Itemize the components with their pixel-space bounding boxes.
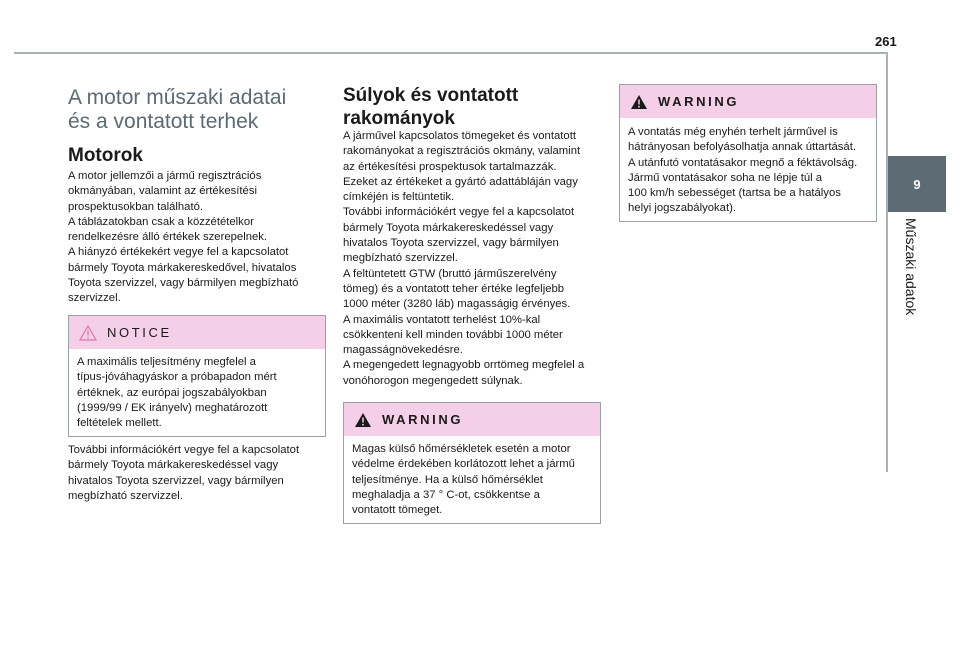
section-title-weights: Súlyok és vontatott rakományok: [343, 85, 519, 129]
section-title-engines: Motorok: [68, 145, 143, 166]
warning-box-weights: [343, 402, 601, 524]
notice-header: [69, 316, 325, 349]
warning-text-towing: A vontatás még enyhén terhelt járművel is hátrányosan befolyásolhatja annak úttartását. A utánfutó vontatásakor megnő a féktávolság. Jármű vontatásakor soha ne lépje túl a 100 km/h sebességet (tartsa be a hatályos helyi jogszabályokat).: [628, 126, 858, 215]
warning-triangle-icon: [630, 94, 648, 110]
warning-label-weights: WARNING: [382, 412, 464, 427]
chapter-tab[interactable]: 9: [888, 156, 946, 212]
engines-outro: További információkért vegye fel a kapcsolatot bármely Toyota márkakereskedéssel vagy hivatalos Toyota szervizzel, vagy bármilyen megbízható szervizzel.: [68, 444, 300, 502]
top-rule: [14, 52, 886, 54]
notice-text: A maximális teljesítmény megfelel a típus-jóváhagyáskor a próbapadon mért értéknek, az európai jogszabályokban (1999/99 / EK irányelv) meghatározott feltételek mellett.: [77, 356, 277, 430]
weights-body: A járművel kapcsolatos tömegeket és vontatott rakományokat a regisztrációs okmány, valamint az értékesítési prospektusok tartalmazzák. Ezeket az értékeket a gyártó adattábláján vagy címkéjén is feltüntetik. További információkért vegye fel a kapcsolatot bármely Toyota márkakereskedéssel vagy hivatalos Toyota szervizzel, vagy bármilyen megbízható szervizzel. A feltüntetett GTW (bruttó járműszerelvény tömeg) és a vontatott teher értéke legfeljebb 1000 méter (3280 láb) magasságig érvényes. A maximális vontatott terhelést 10%-kal csökkenteni kell minden további 1000 méter magasságnövekedésre. A megengedett legnagyobb orrtömeg megfelel a vonóhorogon megengedett súlynak.: [343, 130, 585, 387]
warning-header-weights: [344, 403, 600, 436]
notice-body: [69, 349, 325, 437]
warning-header-towing: [620, 85, 876, 118]
warning-body-weights: [344, 436, 600, 524]
warning-box-towing: [619, 84, 877, 222]
warning-body-towing: [620, 118, 876, 223]
warning-triangle-icon: [354, 412, 372, 428]
warning-triangle-icon: [79, 325, 97, 341]
page-number: 261: [875, 34, 897, 49]
notice-label: NOTICE: [107, 325, 172, 340]
main-title: A motor műszaki adatai és a vontatott terhek: [68, 86, 287, 133]
chapter-label: Műszaki adatok: [903, 218, 919, 316]
warning-text-weights: Magas külső hőmérsékletek esetén a motor védelme érdekében korlátozott lehet a jármű teljesítménye. Ha a külső hőmérséklet meghaladja a 37 ° C-ot, csökkentse a vontatott tömeget.: [352, 443, 575, 517]
notice-box: [68, 315, 326, 437]
side-rule: [886, 52, 888, 472]
engines-intro: A motor jellemzői a jármű regisztrációs okmányában, valamint az értékesítési prospektusokban található. A táblázatokban csak a közzétételkor rendelkezésre álló értékek szerepelnek. A hiányzó értékekért vegye fel a kapcsolatot bármely Toyota márkakereskedővel, hivatalos Toyota szervizzel, vagy bármilyen megbízható szervizzel.: [68, 170, 299, 305]
warning-label-towing: WARNING: [658, 94, 740, 109]
